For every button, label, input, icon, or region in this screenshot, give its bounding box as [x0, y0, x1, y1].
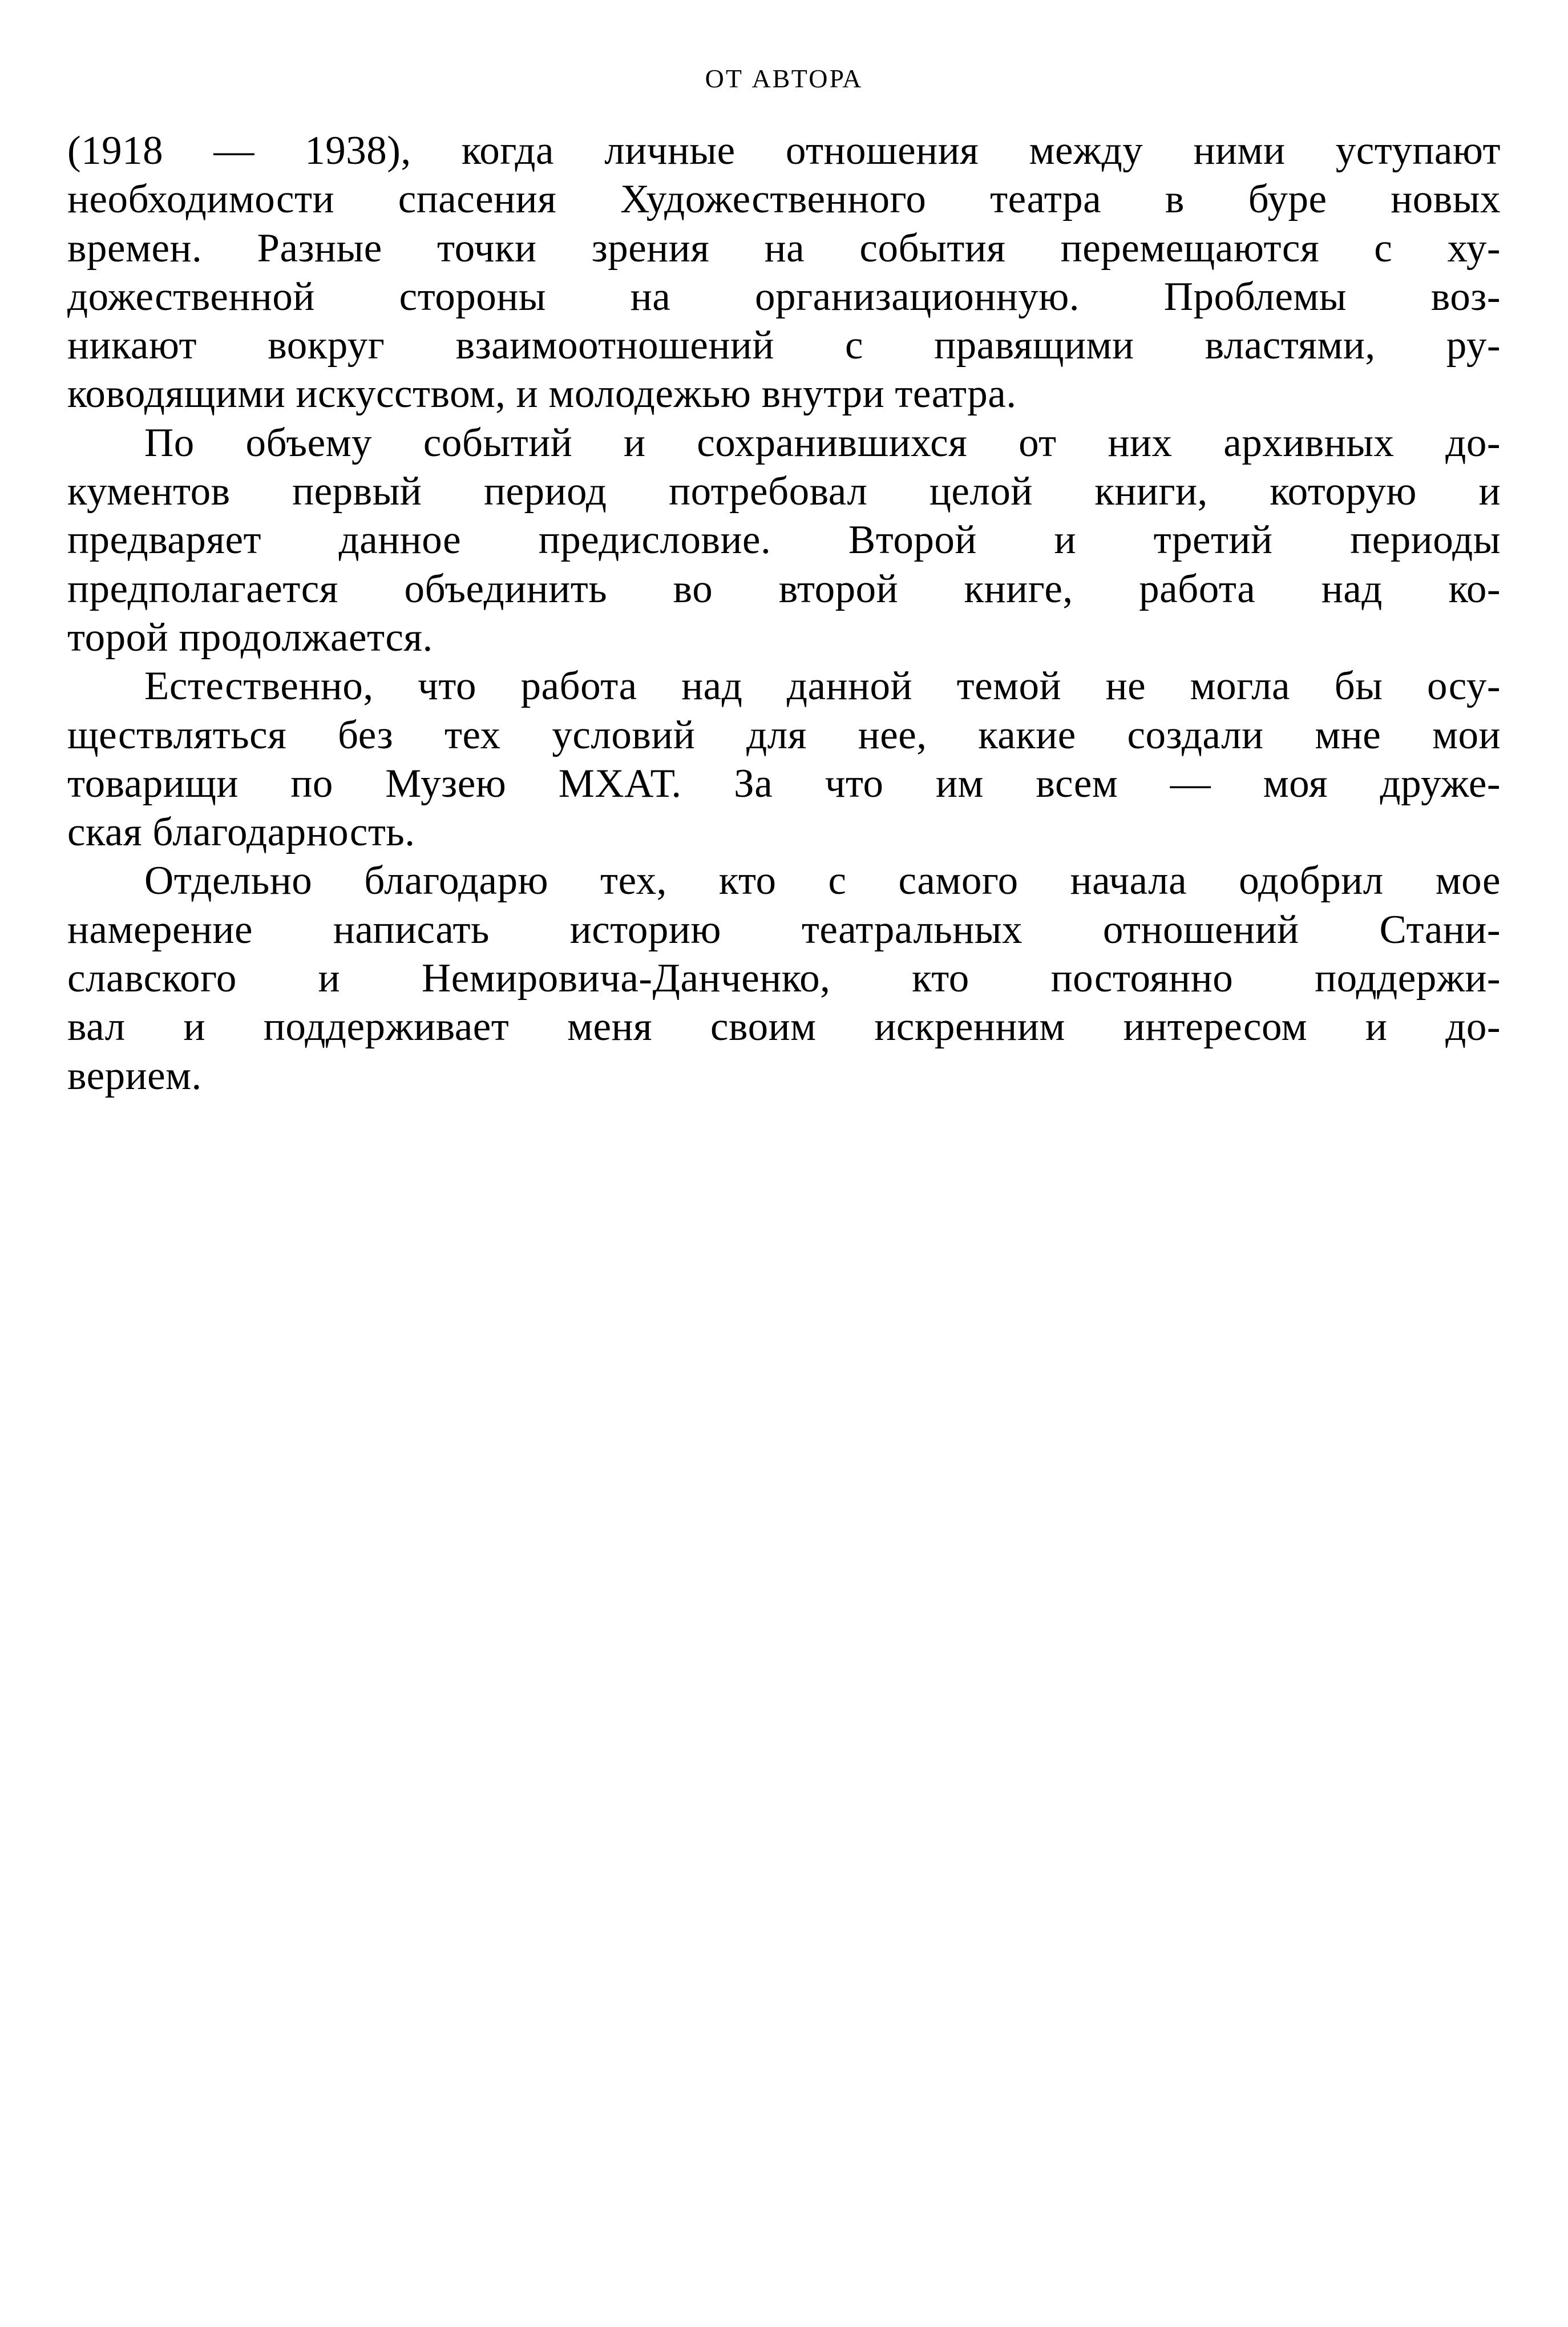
text-line: По объему событий и сохранившихся от них архивных до-	[144, 420, 1501, 465]
text-line: славского и Немировича-Данченко, кто постоянно поддержи-	[67, 956, 1501, 1001]
running-head: ОТ АВТОРА	[705, 64, 863, 93]
text-line: ществляться без тех условий для нее, какие создали мне мои	[67, 712, 1501, 757]
text-line: Отдельно благодарю тех, кто с самого начала одобрил мое	[144, 858, 1501, 904]
paragraph	[67, 127, 1501, 419]
text-line: необходимости спасения Художественного театра в буре новых	[67, 177, 1501, 222]
text-line: ководящими искусством, и молодежью внутри театра.	[67, 372, 1017, 417]
text-line: кументов первый период потребовал целой книги, которую и	[67, 469, 1501, 514]
text-line: ская благодарность.	[67, 810, 415, 855]
text-line: намерение написать историю театральных отношений Стани-	[67, 907, 1501, 952]
text-line: предваряет данное предисловие. Второй и третий периоды	[67, 518, 1501, 563]
text-line: товарищи по Музею МХАТ. За что им всем — моя друже-	[67, 761, 1501, 806]
paragraph	[67, 662, 1501, 857]
text-line: верием.	[67, 1053, 202, 1098]
paragraph	[67, 419, 1501, 662]
text-line: предполагается объединить во второй книге, работа над ко-	[67, 566, 1501, 611]
body-text	[67, 127, 1501, 1100]
paragraph	[67, 857, 1501, 1100]
text-line: торой продолжается.	[67, 615, 433, 660]
text-line: времен. Разные точки зрения на события перемещаются с ху-	[67, 225, 1501, 271]
text-line: вал и поддерживает меня своим искренним интересом и до-	[67, 1005, 1501, 1050]
text-line: никают вокруг взаимоотношений с правящими властями, ру-	[67, 323, 1501, 368]
text-line: Естественно, что работа над данной темой не могла бы осу-	[144, 664, 1501, 709]
text-line: (1918 — 1938), когда личные отношения между ними уступают	[67, 128, 1501, 173]
text-line: дожественной стороны на организационную. Проблемы воз-	[67, 274, 1501, 319]
